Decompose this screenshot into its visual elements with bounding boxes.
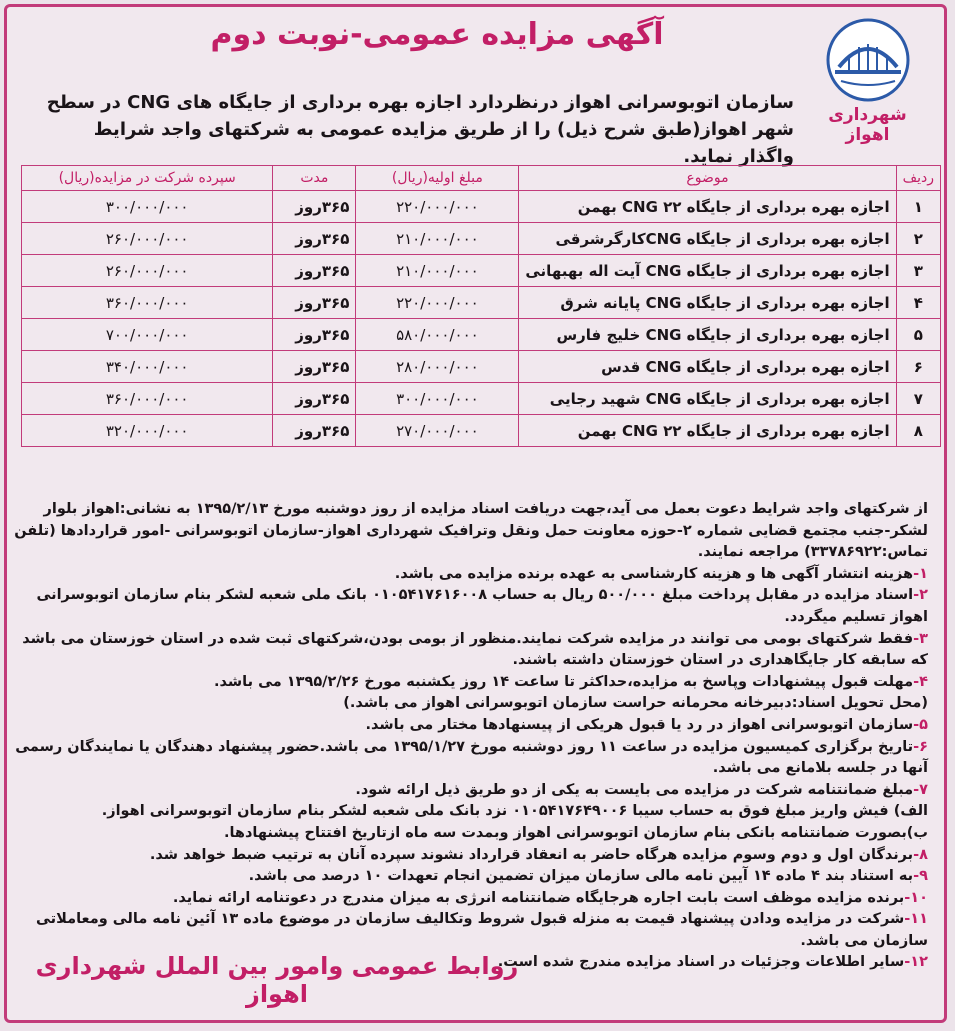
row-subject: اجازه بهره برداری از جایگاه CNG پایانه شرق xyxy=(519,287,896,319)
table-body xyxy=(22,191,941,447)
condition-item xyxy=(3,629,928,672)
invitation-paragraph: از شرکتهای واجد شرایط دعوت بعمل می آید،جهت دریافت اسناد مزایده از روز دوشنبه مورخ ۱۳۹۵/۲/۱۳ به نشانی:اهواز بلوار لشکر-جنب مجتمع قضایی شماره ۲-حوزه معاونت حمل ونقل وترافیک شهرداری اهواز-سازمان اتوبوسرانی -امور قراردادها (تلفن تماس:۳۳۷۸۶۹۲۲) مراجعه نمایند. xyxy=(14,501,928,561)
header-deposit: سپرده شرکت در مزایده(ریال) xyxy=(22,166,273,191)
row-deposit: ۳۲۰/۰۰۰/۰۰۰ xyxy=(22,415,273,447)
row-number: ۵ xyxy=(896,319,940,351)
condition-text: سایر اطلاعات وجزئیات در اسناد مزایده مندرج شده است. xyxy=(497,954,905,971)
condition-text: ب)بصورت ضمانتنامه بانکی بنام سازمان اتوبوسرانی اهواز وبمدت سه ماه ازتاریخ افتتاح پیشنهادها. xyxy=(223,824,928,841)
table-row xyxy=(22,255,941,287)
condition-number: ۸- xyxy=(913,846,928,863)
notice-title: آگهی مزایده عمومی-نوبت دوم xyxy=(210,17,664,52)
conditions-text xyxy=(3,499,928,974)
table-row xyxy=(22,383,941,415)
row-duration: ۳۶۵روز xyxy=(273,223,356,255)
row-subject: اجازه بهره برداری از جایگاه CNG قدس xyxy=(519,351,896,383)
row-number: ۶ xyxy=(896,351,940,383)
row-initial-price: ۲۸۰/۰۰۰/۰۰۰ xyxy=(356,351,519,383)
header-row-number: ردیف xyxy=(896,166,940,191)
condition-number: ۳- xyxy=(913,630,928,647)
auction-table xyxy=(21,165,941,447)
municipality-logo xyxy=(805,17,930,145)
condition-number: ۱۲- xyxy=(904,954,928,971)
condition-text: فقط شرکتهای بومی می توانند در مزایده شرکت نمایند.منظور از بومی بودن،شرکتهای ثبت شده در استان خوزستان می باشد که سابقه کار جایگاهداری در استان خوزستان داشته باشند. xyxy=(22,630,928,669)
condition-item xyxy=(3,564,928,586)
row-initial-price: ۲۱۰/۰۰۰/۰۰۰ xyxy=(356,223,519,255)
header-initial-price: مبلغ اولیه(ریال) xyxy=(356,166,519,191)
condition-item xyxy=(3,866,928,888)
condition-number: ۲- xyxy=(913,587,928,604)
row-duration: ۳۶۵روز xyxy=(273,191,356,223)
condition-number: ۱۰- xyxy=(904,889,928,906)
condition-number: ۹- xyxy=(913,868,928,885)
row-duration: ۳۶۵روز xyxy=(273,415,356,447)
condition-item xyxy=(3,888,928,910)
row-initial-price: ۲۷۰/۰۰۰/۰۰۰ xyxy=(356,415,519,447)
condition-text: مهلت قبول پیشنهادات وپاسخ به مزایده،حداکثر تا ساعت ۱۴ روز یکشنبه مورخ ۱۳۹۵/۲/۲۶ می باشد. xyxy=(214,673,914,690)
condition-number: ۶- xyxy=(913,738,928,755)
condition-item xyxy=(3,909,928,952)
condition-item xyxy=(3,715,928,737)
row-deposit: ۳۶۰/۰۰۰/۰۰۰ xyxy=(22,287,273,319)
condition-item xyxy=(3,672,928,694)
row-deposit: ۳۴۰/۰۰۰/۰۰۰ xyxy=(22,351,273,383)
condition-item xyxy=(3,823,928,845)
row-subject: اجازه بهره برداری از جایگاه CNG خلیج فارس xyxy=(519,319,896,351)
row-duration: ۳۶۵روز xyxy=(273,255,356,287)
row-subject: اجازه بهره برداری از جایگاه CNG ۲۲ بهمن xyxy=(519,191,896,223)
row-number: ۲ xyxy=(896,223,940,255)
row-deposit: ۳۰۰/۰۰۰/۰۰۰ xyxy=(22,191,273,223)
condition-item xyxy=(3,585,928,628)
row-number: ۳ xyxy=(896,255,940,287)
condition-text: تاریخ برگزاری کمیسیون مزایده در ساعت ۱۱ روز دوشنبه مورخ ۱۳۹۵/۱/۲۷ می باشد.حضور پیشنهاد دهندگان یا نمایندگان رسمی آنها در جلسه بلامانع می باشد. xyxy=(15,738,928,777)
row-deposit: ۳۶۰/۰۰۰/۰۰۰ xyxy=(22,383,273,415)
notice-frame xyxy=(4,4,947,1023)
table-row xyxy=(22,287,941,319)
table-row xyxy=(22,415,941,447)
row-duration: ۳۶۵روز xyxy=(273,287,356,319)
condition-text: (محل تحویل اسناد:دبیرخانه محرمانه حراست سازمان اتوبوسرانی اهواز می باشد.) xyxy=(343,695,928,712)
row-initial-price: ۲۱۰/۰۰۰/۰۰۰ xyxy=(356,255,519,287)
condition-text: برنده مزایده موظف است بابت اجاره هرجایگاه ضمانتنامه انرژی به میزان مندرج در دعوتنامه ارائه نماید. xyxy=(172,889,905,906)
condition-item xyxy=(3,693,928,715)
row-deposit: ۷۰۰/۰۰۰/۰۰۰ xyxy=(22,319,273,351)
row-deposit: ۲۶۰/۰۰۰/۰۰۰ xyxy=(22,223,273,255)
condition-text: سازمان اتوبوسرانی اهواز در رد یا قبول هریکی از پیسنهادها مختار می باشد. xyxy=(365,716,914,733)
row-duration: ۳۶۵روز xyxy=(273,351,356,383)
row-duration: ۳۶۵روز xyxy=(273,383,356,415)
row-subject: اجازه بهره برداری از جایگاه CNGکارگرشرقی xyxy=(519,223,896,255)
logo-caption: شهرداری اهواز xyxy=(828,105,907,145)
condition-text: اسناد مزایده در مقابل پرداخت مبلغ ۵۰۰/۰۰۰ ریال به حساب ۰۱۰۵۴۱۷۶۱۶۰۰۸ بانک ملی شعبه لشکر بنام سازمان اتوبوسرانی اهواز تسلیم میگردد. xyxy=(36,587,928,625)
condition-item xyxy=(3,737,928,780)
row-number: ۷ xyxy=(896,383,940,415)
condition-item xyxy=(3,845,928,867)
condition-number: ۷- xyxy=(913,781,928,798)
condition-item xyxy=(3,780,928,802)
intro-paragraph: سازمان اتوبوسرانی اهواز درنظردارد اجازه بهره برداری از جایگاه های CNG در سطح شهر اهواز(طبق شرح ذیل) را از طریق مزایده عمومی به شرکتهای واجد شرایط واگذار نماید. xyxy=(46,92,794,167)
condition-number: ۵- xyxy=(913,716,928,733)
header-duration: مدت xyxy=(273,166,356,191)
row-number: ۴ xyxy=(896,287,940,319)
condition-text: به استناد بند ۴ ماده ۱۴ آیین نامه مالی سازمان میزان تضمین انجام تعهدات ۱۰ درصد می باشد. xyxy=(248,868,914,885)
bridge-emblem-icon xyxy=(825,17,911,103)
table-row xyxy=(22,351,941,383)
row-subject: اجازه بهره برداری از جایگاه CNG آیت اله بهبهانی xyxy=(519,255,896,287)
condition-text: هزینه انتشار آگهی ها و هزینه کارشناسی به عهده برنده مزایده می باشد. xyxy=(394,565,914,582)
row-initial-price: ۵۸۰/۰۰۰/۰۰۰ xyxy=(356,319,519,351)
row-initial-price: ۲۲۰/۰۰۰/۰۰۰ xyxy=(356,287,519,319)
row-number: ۱ xyxy=(896,191,940,223)
row-subject: اجازه بهره برداری از جایگاه CNG ۲۲ بهمن xyxy=(519,415,896,447)
row-deposit: ۲۶۰/۰۰۰/۰۰۰ xyxy=(22,255,273,287)
row-duration: ۳۶۵روز xyxy=(273,319,356,351)
row-number: ۸ xyxy=(896,415,940,447)
table-row xyxy=(22,319,941,351)
condition-number: ۱- xyxy=(913,565,928,582)
condition-text: برندگان اول و دوم وسوم مزایده هرگاه حاضر به انعقاد قرارداد نشوند سپرده آنان به ترتیب ضبط خواهد شد. xyxy=(149,846,914,863)
condition-text: شرکت در مزایده ودادن پیشنهاد قیمت به منزله قبول شروط وتکالیف سازمان در موضوع ماده ۱۳ آئین نامه مالی ومعاملاتی سازمان می باشد. xyxy=(35,911,928,949)
condition-number: ۴- xyxy=(913,673,928,690)
header-subject: موضوع xyxy=(519,166,896,191)
condition-number: ۱۱- xyxy=(904,911,928,928)
row-initial-price: ۲۲۰/۰۰۰/۰۰۰ xyxy=(356,191,519,223)
condition-text: مبلغ ضمانتنامه شرکت در مزایده می بایست به یکی از دو طریق ذیل ارائه شود. xyxy=(355,781,914,798)
table-row xyxy=(22,223,941,255)
conditions-list xyxy=(3,564,928,974)
row-subject: اجازه بهره برداری از جایگاه CNG شهید رجایی xyxy=(519,383,896,415)
row-initial-price: ۳۰۰/۰۰۰/۰۰۰ xyxy=(356,383,519,415)
condition-item xyxy=(3,801,928,823)
table-row xyxy=(22,191,941,223)
table-header-row xyxy=(22,166,941,191)
condition-text: الف) فیش واریز مبلغ فوق به حساب سیبا ۰۱۰۵۴۱۷۶۴۹۰۰۶ نزد بانک ملی شعبه لشکر بنام سازمان اتوبوسرانی اهواز. xyxy=(101,803,928,820)
footer-signature: روابط عمومی وامور بین الملل شهرداری اهواز xyxy=(35,952,519,1008)
